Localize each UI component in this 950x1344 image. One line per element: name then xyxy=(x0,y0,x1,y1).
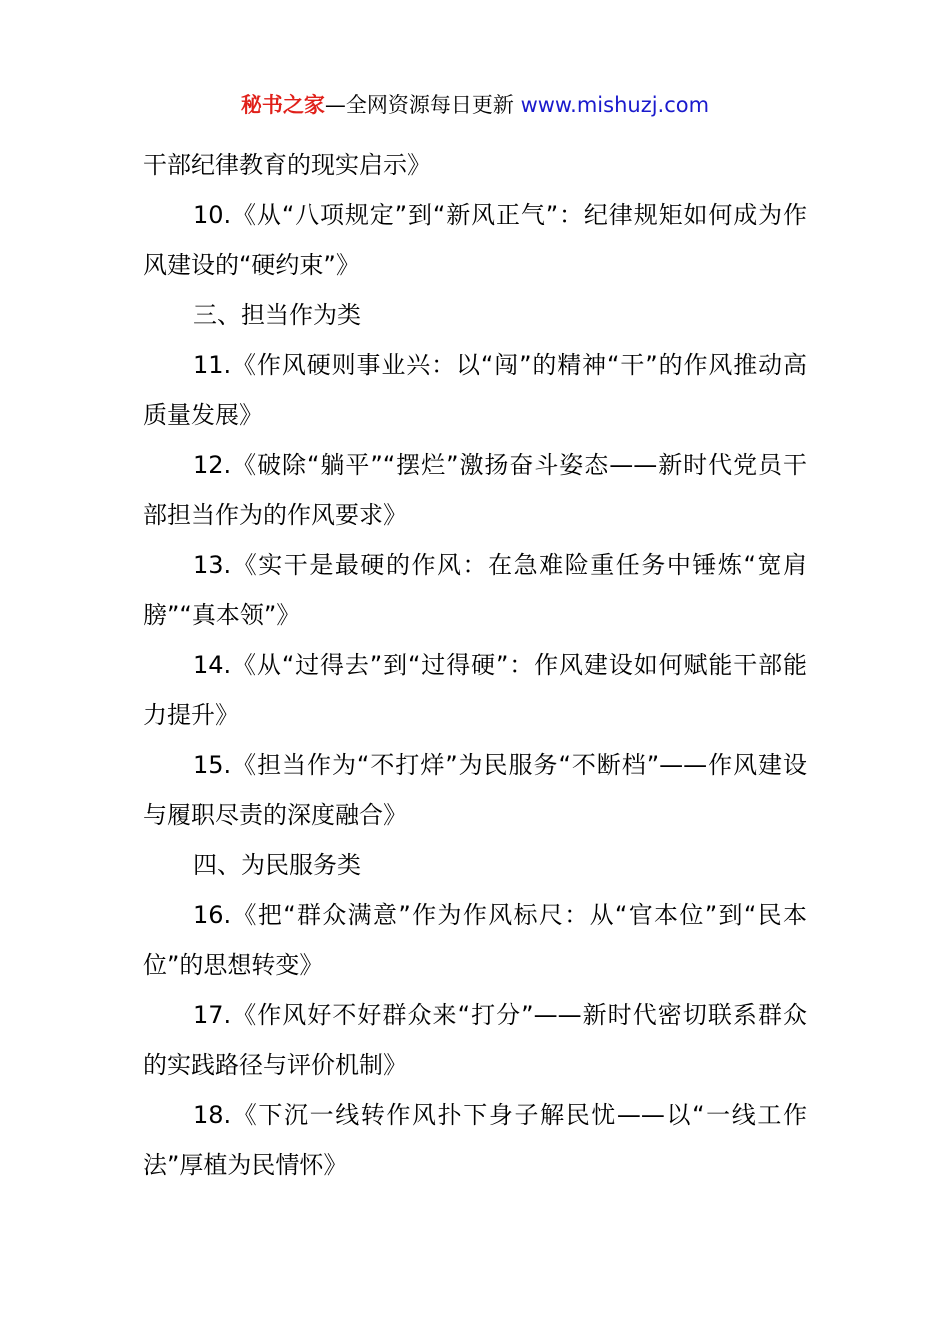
page-header xyxy=(0,88,950,122)
list-item-10: 10.《从“八项规定”到“新风正气”：纪律规矩如何成为作风建设的“硬约束”》 xyxy=(143,201,807,279)
list-item-18: 18.《下沉一线转作风扑下身子解民忧——以“一线工作法”厚植为民情怀》 xyxy=(143,1101,807,1179)
list-item-12: 12.《破除“躺平”“摆烂”激扬奋斗姿态——新时代党员干部担当作为的作风要求》 xyxy=(143,451,807,529)
list-item-16: 16.《把“群众满意”作为作风标尺：从“官本位”到“民本位”的思想转变》 xyxy=(143,901,807,979)
list-item-11: 11.《作风硬则事业兴：以“闯”的精神“干”的作风推动高质量发展》 xyxy=(143,351,807,429)
site-url[interactable]: www.mishuzj.com xyxy=(520,93,710,117)
list-item-15: 15.《担当作为“不打烊”为民服务“不断档”——作风建设与履职尽责的深度融合》 xyxy=(143,751,807,829)
paragraph-continuation: 干部纪律教育的现实启示》 xyxy=(143,151,431,179)
section-heading-3: 三、担当作为类 xyxy=(193,301,361,329)
list-item-13: 13.《实干是最硬的作风：在急难险重任务中锤炼“宽肩膀”“真本领”》 xyxy=(143,551,807,629)
brand-name: 秘书之家 xyxy=(240,93,325,117)
section-heading-4: 四、为民服务类 xyxy=(193,851,361,879)
list-item-17: 17.《作风好不好群众来“打分”——新时代密切联系群众的实践路径与评价机制》 xyxy=(143,1001,807,1079)
header-tagline: —全网资源每日更新 xyxy=(324,93,514,117)
list-item-14: 14.《从“过得去”到“过得硬”：作风建设如何赋能干部能力提升》 xyxy=(143,651,807,729)
document-body xyxy=(143,140,807,1190)
